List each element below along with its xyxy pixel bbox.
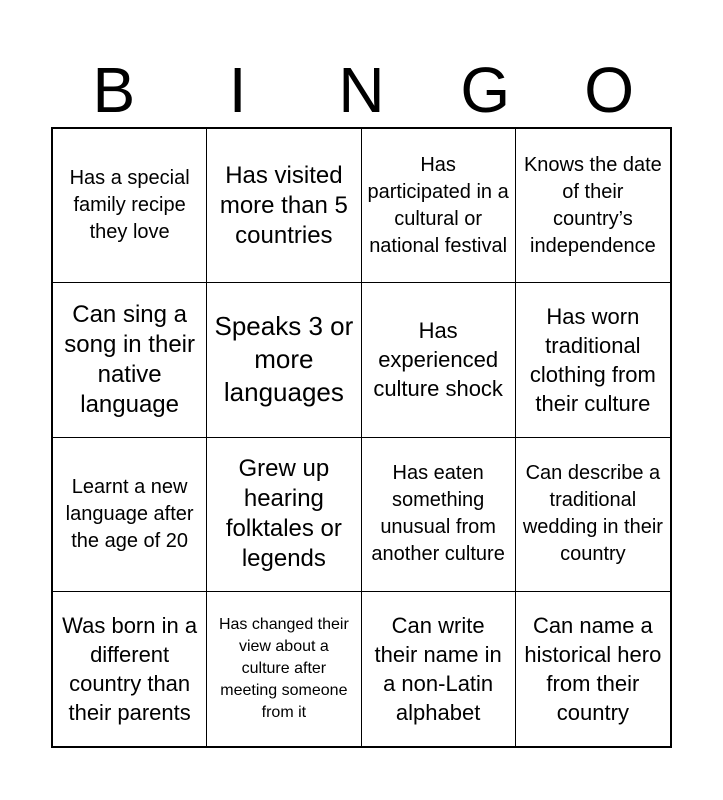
bingo-header bbox=[52, 52, 671, 128]
bingo-cell-text: Was born in a different country than their parents bbox=[62, 612, 198, 725]
bingo-cell[interactable] bbox=[207, 129, 361, 283]
bingo-cell[interactable] bbox=[207, 438, 361, 592]
header-letter-o: O bbox=[584, 54, 634, 126]
bingo-cell[interactable] bbox=[53, 129, 207, 283]
bingo-cell[interactable] bbox=[516, 283, 670, 437]
bingo-cell-text: Can describe a traditional wedding in their country bbox=[522, 462, 663, 566]
header-letter-i: I bbox=[228, 54, 247, 126]
bingo-cell-text: Has visited more than 5 countries bbox=[219, 161, 348, 249]
bingo-cell[interactable] bbox=[516, 438, 670, 592]
bingo-cell-text: Knows the date of their country’s independence bbox=[523, 153, 662, 257]
bingo-cell[interactable] bbox=[362, 283, 516, 437]
bingo-cell-text: Speaks 3 or more languages bbox=[214, 311, 354, 408]
bingo-cell[interactable] bbox=[362, 129, 516, 283]
bingo-cell-text: Can sing a song in their native language bbox=[64, 300, 195, 418]
bingo-cell[interactable] bbox=[53, 283, 207, 437]
bingo-cell[interactable] bbox=[207, 283, 361, 437]
header-letter-b: B bbox=[92, 54, 136, 126]
bingo-cell[interactable] bbox=[516, 129, 670, 283]
bingo-cell[interactable] bbox=[362, 438, 516, 592]
bingo-grid bbox=[51, 127, 672, 748]
bingo-cell[interactable] bbox=[516, 592, 670, 746]
bingo-cell-text: Has changed their view about a culture after meeting someone from it bbox=[218, 615, 349, 721]
bingo-cell-text: Learnt a new language after the age of 20 bbox=[65, 475, 194, 552]
bingo-cell[interactable] bbox=[207, 592, 361, 746]
bingo-cell-text: Has participated in a cultural or national festival bbox=[367, 153, 509, 257]
bingo-cell-text: Has a special family recipe they love bbox=[69, 167, 190, 244]
bingo-cell-text: Has eaten something unusual from another culture bbox=[371, 462, 505, 566]
bingo-cell[interactable] bbox=[53, 438, 207, 592]
bingo-cell-text: Has worn traditional clothing from their culture bbox=[529, 303, 656, 416]
bingo-cell[interactable] bbox=[53, 592, 207, 746]
header-letter-n: N bbox=[338, 54, 385, 126]
bingo-cell-text: Can write their name in a non-Latin alphabet bbox=[374, 612, 502, 725]
bingo-cell-text: Has experienced culture shock bbox=[373, 318, 503, 402]
bingo-cell[interactable] bbox=[362, 592, 516, 746]
bingo-cell-text: Can name a historical hero from their country bbox=[524, 612, 662, 725]
bingo-cell-text: Grew up hearing folktales or legends bbox=[225, 455, 342, 573]
header-letter-g: G bbox=[460, 54, 511, 126]
